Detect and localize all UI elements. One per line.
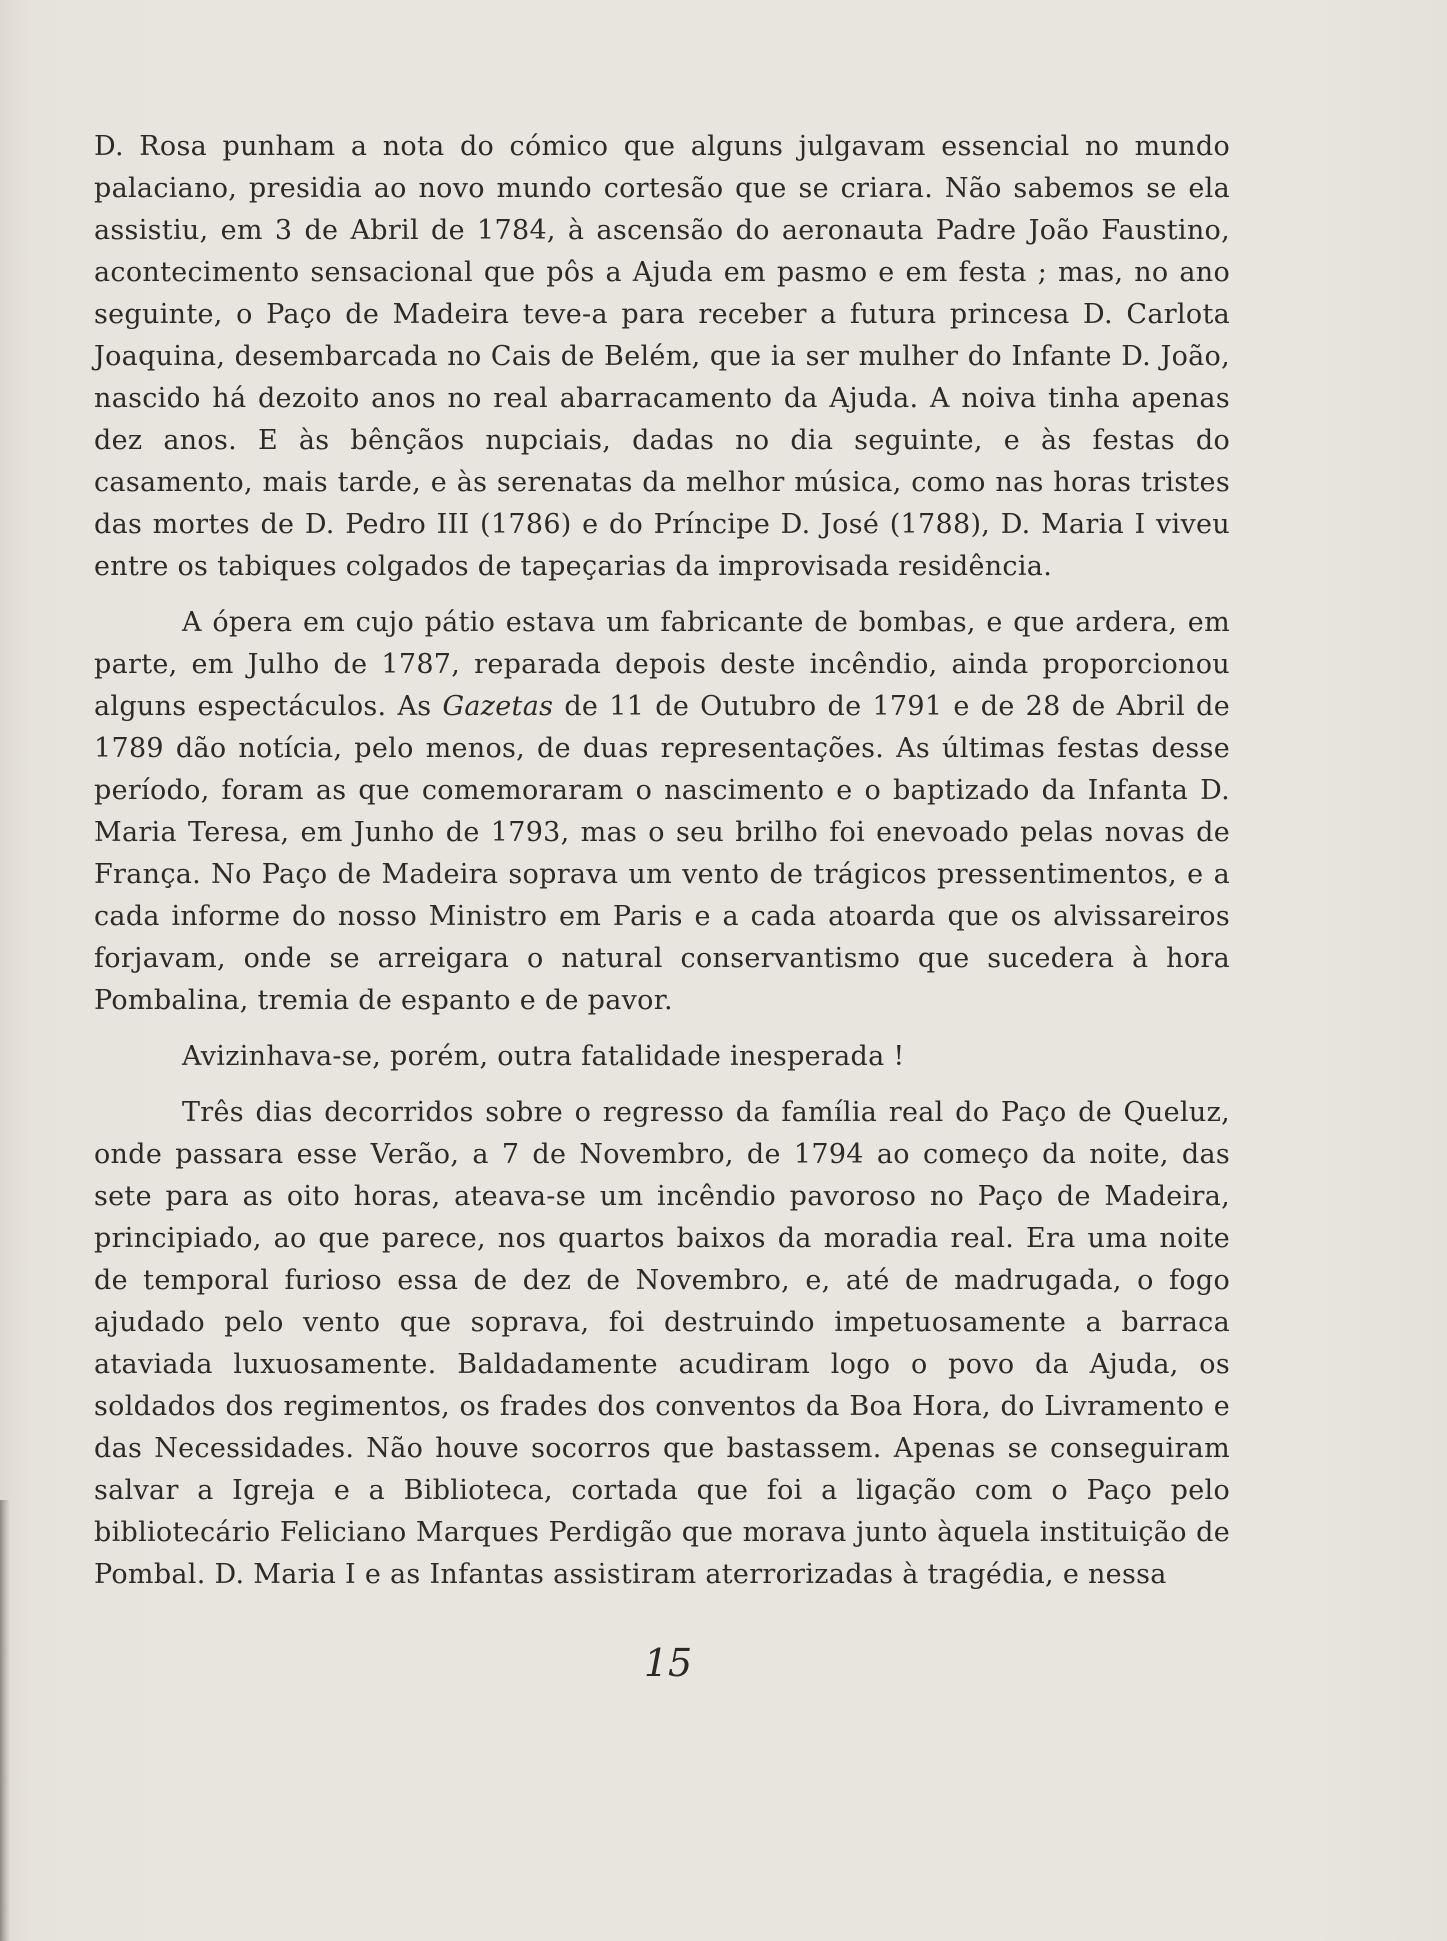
page-gutter-shadow: [0, 1500, 10, 1941]
paragraph-2-start: A ópera em cujo pátio estava um fabricante de bombas, e que ardera, em parte, em Julho de 1787, reparada depois deste incêndio, ainda proporcionou alguns espectáculos. As: [94, 607, 1230, 722]
paragraph-2: [94, 602, 1230, 1022]
paragraph-2-end: de 11 de Outubro de 1791 e de 28 de Abril de 1789 dão notícia, pelo menos, de duas representações. As últimas festas desse período, foram as que comemoraram o nascimento e o baptizado da Infanta D. Maria Teresa, em Junho de 1793, mas o seu brilho foi enevoado pelas novas de França. No Paço de Madeira soprava um vento de trágicos pressentimentos, e a cada informe do nosso Ministro em Paris e a cada atoarda que os alvissareiros forjavam, onde se arreigara o natural conservantismo que sucedera à hora Pombalina, tremia de espanto e de pavor.: [94, 691, 1230, 1016]
paragraph-3: Avizinhava-se, porém, outra fatalidade inesperada !: [182, 1041, 905, 1072]
paragraph-1: D. Rosa punham a nota do cómico que alguns julgavam essencial no mundo palaciano, presidia ao novo mundo cortesão que se criara. Não sabemos se ela assistiu, em 3 de Abril de 1784, à ascensão do aeronauta Padre João Faustino, acontecimento sensacional que pôs a Ajuda em pasmo e em festa ; mas, no ano seguinte, o Paço de Madeira teve-a para receber a futura princesa D. Carlota Joaquina, desembarcada no Cais de Belém, que ia ser mulher do Infante D. João, nascido há dezoito anos no real abarracamento da Ajuda. A noiva tinha apenas dez anos. E às bênçãos nupciais, dadas no dia seguinte, e às festas do casamento, mais tarde, e às serenatas da melhor música, como nas horas tristes das mortes de D. Pedro III (1786) e do Príncipe D. José (1788), D. Maria I viveu entre os tabiques colgados de tapeçarias da improvisada residência.: [94, 131, 1230, 582]
gazetas-italic: Gazetas: [442, 691, 554, 722]
body-text: [94, 126, 1230, 1610]
paragraph-4: Três dias decorridos sobre o regresso da família real do Paço de Queluz, onde passara esse Verão, a 7 de Novembro, de 1794 ao começo da noite, das sete para as oito horas, ateava-se um incêndio pavoroso no Paço de Madeira, principiado, ao que parece, nos quartos baixos da moradia real. Era uma noite de temporal furioso essa de dez de Novembro, e, até de madrugada, o fogo ajudado pelo vento que soprava, foi destruindo impetuosamente a barraca ataviada luxuosamente. Baldadamente acudiram logo o povo da Ajuda, os soldados dos regimentos, os frades dos conventos da Boa Hora, do Livramento e das Necessidades. Não houve socorros que bastassem. Apenas se conseguiram salvar a Igreja e a Biblioteca, cortada que foi a ligação com o Paço pelo bibliotecário Feliciano Marques Perdigão que morava junto àquela instituição de Pombal. D. Maria I e as Infantas assistiram aterrorizadas à tragédia, e nessa: [94, 1097, 1230, 1590]
page-number: 15: [643, 1641, 693, 1685]
